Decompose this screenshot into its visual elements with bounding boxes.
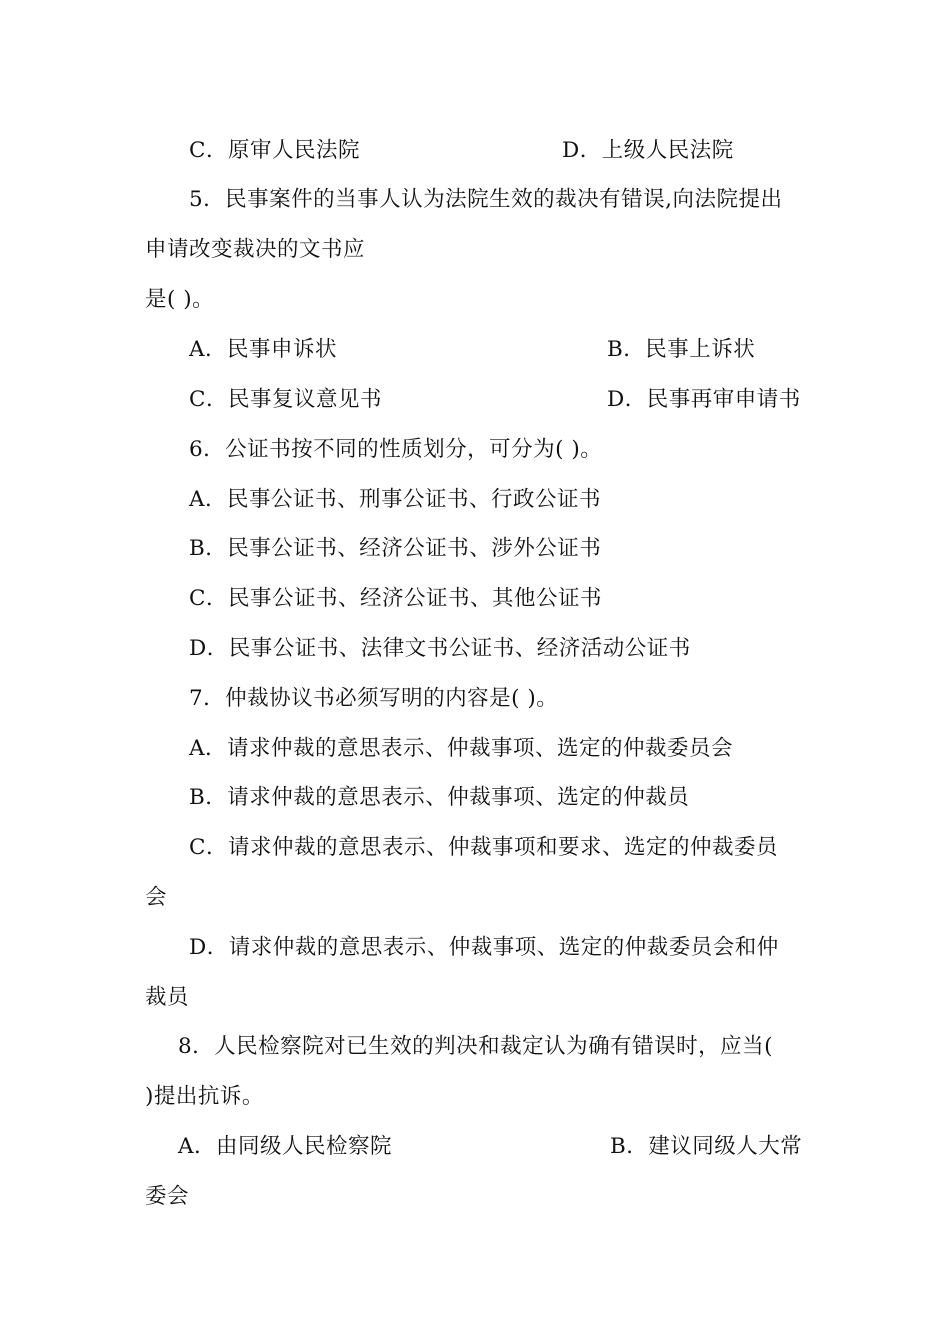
q4-option-d: D．上级人民法院 (562, 138, 734, 163)
q5-option-b: B．民事上诉状 (607, 337, 756, 362)
q5-option-a: A．民事申诉状 (189, 337, 338, 362)
q6-option-a: A．民事公证书、刑事公证书、行政公证书 (189, 487, 602, 512)
q5-stem-line1: 5．民事案件的当事人认为法院生效的裁决有错误,向法院提出 (189, 187, 783, 212)
q8-stem-line2: )提出抗诉。 (145, 1084, 264, 1109)
q7-option-c-line1: C．请求仲裁的意思表示、仲裁事项和要求、选定的仲裁委员 (189, 835, 778, 860)
q5-stem-line2: 申请改变裁决的文书应 (145, 237, 366, 262)
q4-option-c: C．原审人民法院 (189, 138, 360, 163)
q8-option-a: A．由同级人民检察院 (178, 1134, 393, 1159)
q5-option-d: D．民事再审申请书 (607, 387, 801, 412)
q7-option-d-line1: D．请求仲裁的意思表示、仲裁事项、选定的仲裁委员会和仲 (189, 935, 779, 960)
q7-option-a: A．请求仲裁的意思表示、仲裁事项、选定的仲裁委员会 (189, 736, 734, 761)
q6-stem: 6．公证书按不同的性质划分，可分为( )。 (189, 437, 603, 462)
q8-option-b-line2: 委会 (145, 1184, 190, 1209)
q8-option-b-line1: B．建议同级人大常 (610, 1134, 803, 1159)
q5-option-c: C．民事复议意见书 (189, 387, 382, 412)
q8-stem-line1: 8．人民检察院对已生效的判决和裁定认为确有错误时，应当( (178, 1034, 774, 1059)
q6-option-c: C．民事公证书、经济公证书、其他公证书 (189, 586, 602, 611)
q7-option-c-line2: 会 (145, 885, 168, 910)
q7-stem: 7．仲裁协议书必须写明的内容是( )。 (189, 686, 559, 711)
q6-option-d: D．民事公证书、法律文书公证书、经济活动公证书 (189, 636, 691, 661)
q7-option-b: B．请求仲裁的意思表示、仲裁事项、选定的仲裁员 (189, 785, 690, 810)
q5-stem-line3: 是( )。 (145, 287, 215, 312)
q6-option-b: B．民事公证书、经济公证书、涉外公证书 (189, 536, 602, 561)
q7-option-d-line2: 裁员 (145, 985, 190, 1010)
